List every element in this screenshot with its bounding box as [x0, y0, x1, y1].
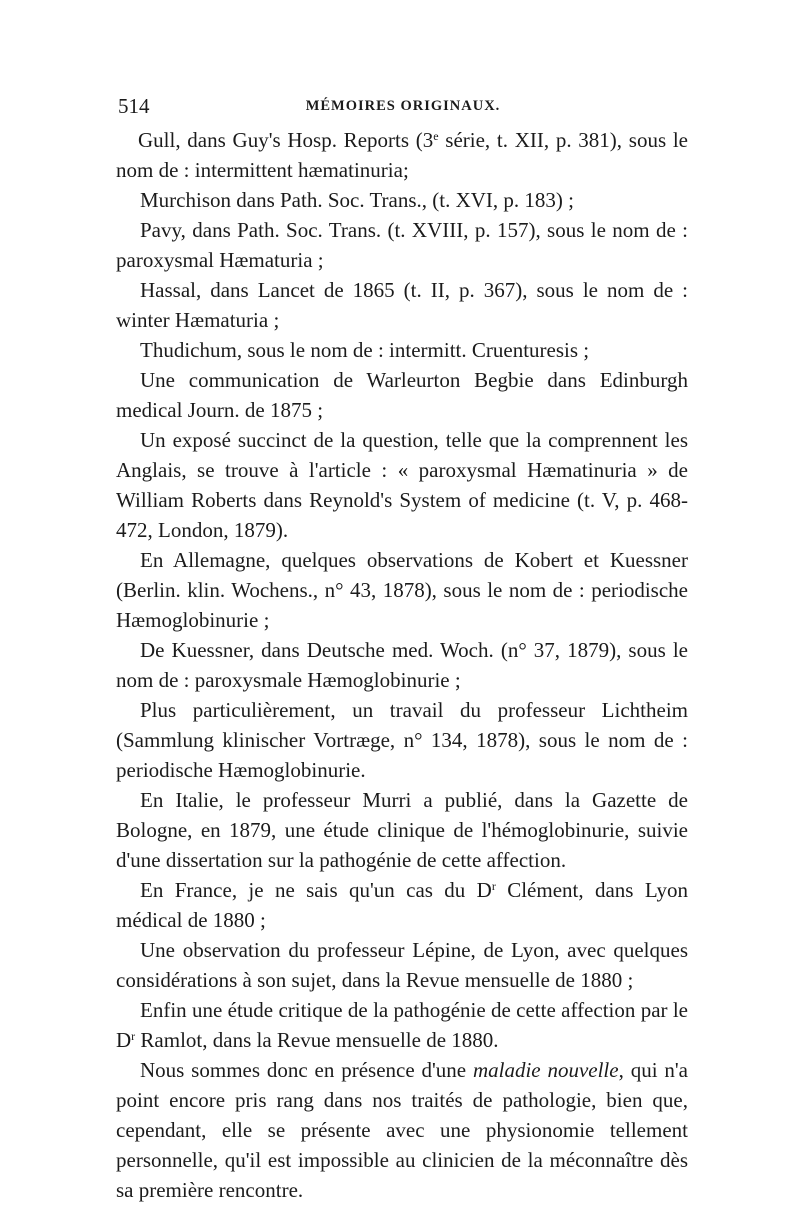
text-segment: Pavy, dans Path. Soc. Trans. (t. XVIII, p. 157), sous le nom de : paroxysmal Hæmaturia ; [116, 218, 688, 272]
superscript: r [131, 1029, 136, 1043]
paragraph [116, 215, 688, 275]
paragraph [116, 425, 688, 545]
paragraph [116, 875, 688, 935]
text-segment: , qui n'a point encore pris rang dans nos traités de pathologie, bien que, cependant, elle se présente avec une physionomie tellement personnelle, qu'il est impossible au clinicien de la méconnaître dès sa première rencontre. [116, 1058, 688, 1202]
paragraph [116, 635, 688, 695]
italic-text: maladie nouvelle [472, 1058, 619, 1082]
paragraph [116, 335, 688, 365]
text-segment: Plus particulièrement, un travail du professeur Lichtheim (Sammlung klinischer Vortræge, n° 134, 1878), sous le nom de : periodische Hæmoglobinurie. [116, 698, 688, 782]
text-segment: Enfin une étude critique de la pathogénie de cette affection par le D [116, 998, 688, 1052]
text-segment: Un exposé succinct de la question, telle que la comprennent les Anglais, se trouve à l'article : « paroxysmal Hæmatinuria » de William Roberts dans Reynold's System of medicine (t. V, p. 468-472, London, 1879). [116, 428, 688, 542]
text-segment: Ramlot, dans la Revue mensuelle de 1880. [135, 1028, 499, 1052]
paragraph [116, 275, 688, 335]
text-segment: De Kuessner, dans Deutsche med. Woch. (n° 37, 1879), sous le nom de : paroxysmale Hæmoglobinurie ; [116, 638, 688, 692]
text-segment: En Italie, le professeur Murri a publié, dans la Gazette de Bologne, en 1879, une étude clinique de l'hémoglobinurie, suivie d'une dissertation sur la pathogénie de cette affection. [116, 788, 688, 872]
paragraph [116, 785, 688, 875]
text-segment: Une observation du professeur Lépine, de Lyon, avec quelques considérations à son sujet, dans la Revue mensuelle de 1880 ; [116, 938, 688, 992]
body-text [116, 125, 688, 1205]
text-segment: série, t. XII, p. 381), sous le nom de : intermittent hæmatinuria; [116, 128, 689, 182]
text-segment: Thudichum, sous le nom de : intermitt. Cruenturesis ; [140, 338, 590, 362]
text-segment: Murchison dans Path. Soc. Trans., (t. XVI, p. 183) ; [140, 188, 574, 212]
running-title: MÉMOIRES ORIGINAUX. [305, 98, 501, 114]
paragraph [116, 1055, 688, 1205]
page-header [118, 94, 688, 124]
text-segment: Clément, dans Lyon médical de 1880 ; [116, 878, 688, 932]
paragraph [116, 185, 688, 215]
text-segment: En France, je ne sais qu'un cas du D [140, 878, 492, 902]
paragraph [116, 695, 688, 785]
paragraph [116, 995, 688, 1055]
text-segment: Nous sommes donc en présence d'une [140, 1058, 473, 1082]
page-number: 514 [118, 94, 150, 118]
paragraph [116, 365, 688, 425]
paragraph [116, 545, 688, 635]
paragraph [116, 125, 688, 185]
text-segment: Hassal, dans Lancet de 1865 (t. II, p. 367), sous le nom de : winter Hæmaturia ; [116, 278, 688, 332]
text-segment: Gull, dans Guy's Hosp. Reports (3 [138, 128, 434, 152]
text-segment: Une communication de Warleurton Begbie dans Edinburgh medical Journ. de 1875 ; [116, 368, 688, 422]
superscript: r [491, 879, 496, 893]
paragraph [116, 935, 688, 995]
superscript: e [433, 129, 439, 143]
text-segment: En Allemagne, quelques observations de Kobert et Kuessner (Berlin. klin. Wochens., n° 43, 1878), sous le nom de : periodische Hæmoglobinurie ; [116, 548, 688, 632]
